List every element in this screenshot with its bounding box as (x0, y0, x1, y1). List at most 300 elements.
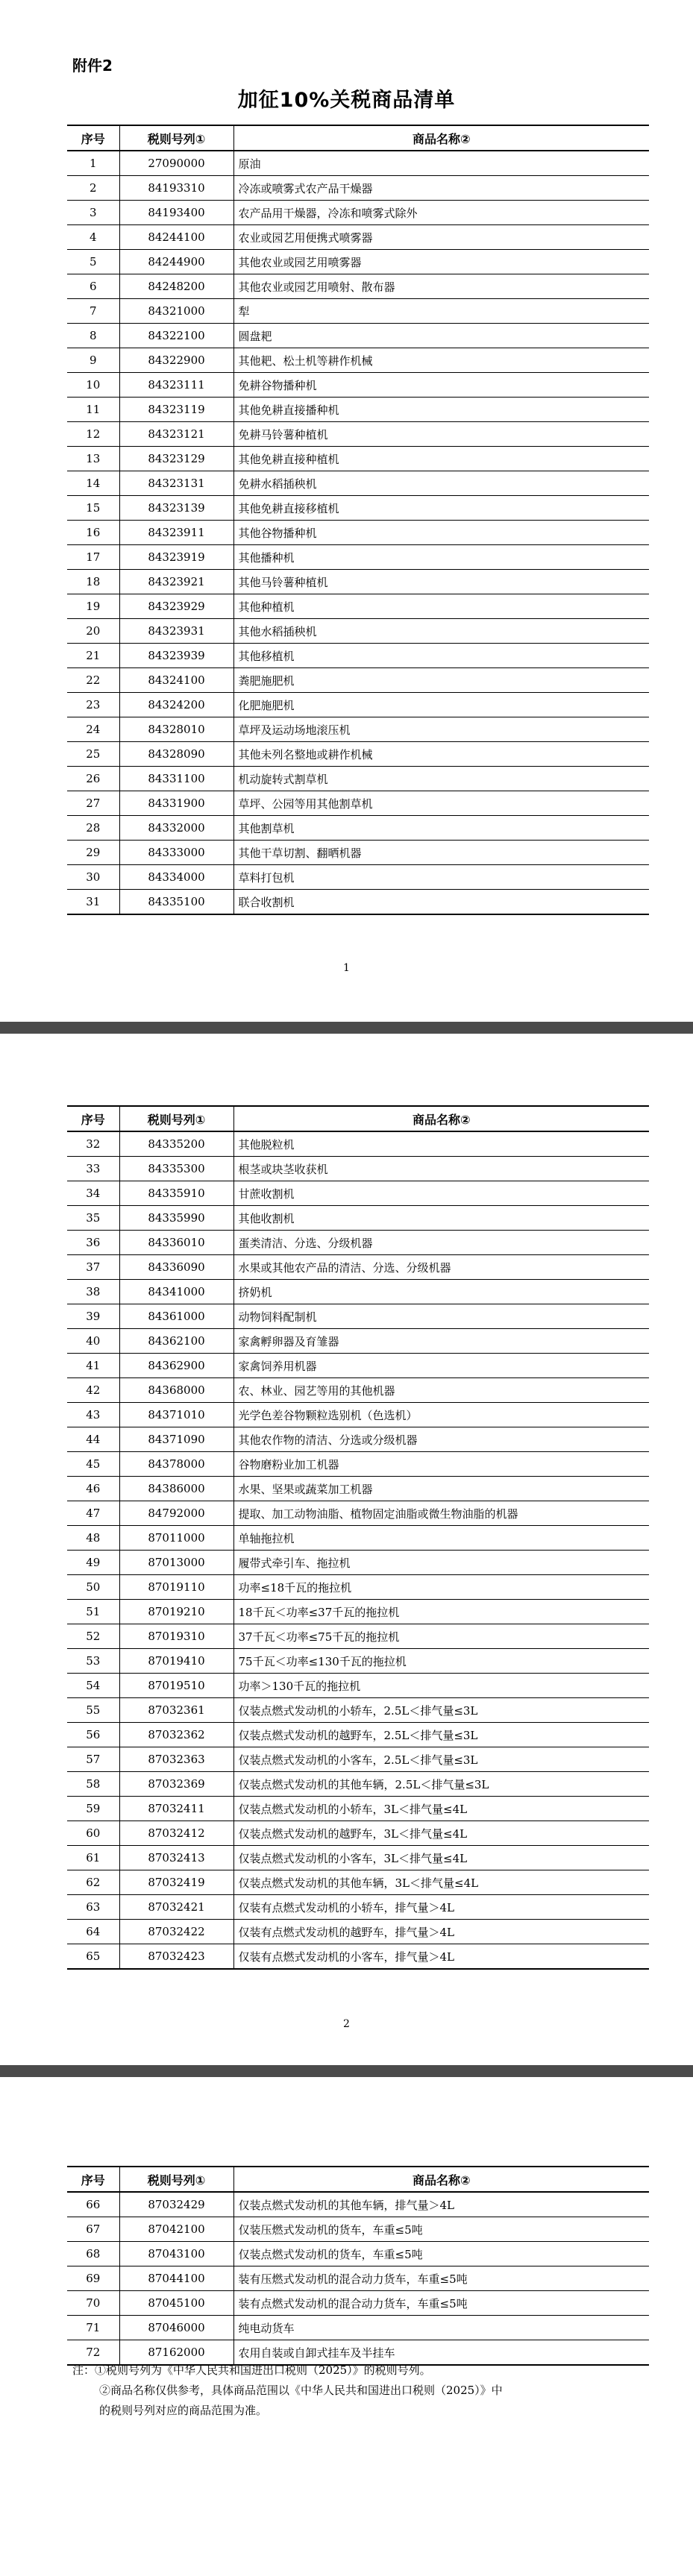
tariff-code-cell: 84334000 (119, 865, 233, 890)
tariff-code-cell: 87032413 (119, 1846, 233, 1870)
column-header-product-name: 商品名称② (233, 1106, 649, 1131)
product-name-cell: 水果、坚果或蔬菜加工机器 (233, 1477, 649, 1501)
table-row (67, 496, 649, 521)
serial-number-cell: 42 (67, 1378, 119, 1403)
table-row (67, 1206, 649, 1231)
table-row (67, 250, 649, 274)
tariff-code-cell: 84244100 (119, 225, 233, 250)
product-name-cell: 仅装点燃式发动机的越野车，2.5L＜排气量≤3L (233, 1723, 649, 1747)
product-name-cell: 原油 (233, 151, 649, 176)
product-name-cell: 仅装点燃式发动机的越野车，3L＜排气量≤4L (233, 1821, 649, 1846)
product-name-cell: 仅装有点燃式发动机的小客车，排气量＞4L (233, 1944, 649, 1970)
serial-number-cell: 13 (67, 447, 119, 471)
table-row (67, 1131, 649, 1157)
tariff-code-cell: 84321000 (119, 299, 233, 324)
footnote-line: 注：①税则号列为《中华人民共和国进出口税则（2025）》的税则号列。 (72, 2363, 431, 2377)
serial-number-cell: 72 (67, 2340, 119, 2366)
table-row (67, 570, 649, 594)
table-row (67, 373, 649, 398)
serial-number-cell: 2 (67, 176, 119, 201)
serial-number-cell: 6 (67, 274, 119, 299)
tariff-code-cell: 87162000 (119, 2340, 233, 2366)
serial-number-cell: 3 (67, 201, 119, 225)
table-row (67, 1649, 649, 1674)
serial-number-cell: 50 (67, 1575, 119, 1600)
serial-number-cell: 71 (67, 2316, 119, 2340)
table-row (67, 2242, 649, 2266)
table-row (67, 1526, 649, 1551)
serial-number-cell: 25 (67, 742, 119, 767)
table-row (67, 1747, 649, 1772)
serial-number-cell: 4 (67, 225, 119, 250)
product-name-cell: 农、林业、园艺等用的其他机器 (233, 1378, 649, 1403)
tariff-code-cell: 84362100 (119, 1329, 233, 1354)
serial-number-cell: 55 (67, 1698, 119, 1723)
tariff-code-cell: 84323921 (119, 570, 233, 594)
serial-number-cell: 30 (67, 865, 119, 890)
product-name-cell: 粪肥施肥机 (233, 668, 649, 693)
tariff-code-cell: 84324200 (119, 693, 233, 717)
product-name-cell: 其他马铃薯种植机 (233, 570, 649, 594)
tariff-code-cell: 84323139 (119, 496, 233, 521)
tariff-code-cell: 84333000 (119, 841, 233, 865)
tariff-code-cell: 87011000 (119, 1526, 233, 1551)
serial-number-cell: 9 (67, 348, 119, 373)
serial-number-cell: 52 (67, 1624, 119, 1649)
tariff-code-cell: 84335910 (119, 1181, 233, 1206)
tariff-code-cell: 84193310 (119, 176, 233, 201)
column-header-tariff-code: 税则号列① (119, 125, 233, 151)
product-name-cell: 仅装点燃式发动机的小客车，2.5L＜排气量≤3L (233, 1747, 649, 1772)
product-name-cell: 装有点燃式发动机的混合动力货车，车重≤5吨 (233, 2291, 649, 2316)
serial-number-cell: 67 (67, 2217, 119, 2242)
table-row (67, 1674, 649, 1698)
table-row (67, 1354, 649, 1378)
column-header-tariff-code: 税则号列① (119, 1106, 233, 1131)
table-row (67, 151, 649, 176)
document-title: 加征10%关税商品清单 (237, 89, 456, 112)
serial-number-cell: 39 (67, 1304, 119, 1329)
tariff-table-page-1 (67, 125, 649, 915)
tariff-code-cell: 84362900 (119, 1354, 233, 1378)
product-name-cell: 其他农业或园艺用喷雾器 (233, 250, 649, 274)
product-name-cell: 提取、加工动物油脂、植物固定油脂或微生物油脂的机器 (233, 1501, 649, 1526)
product-name-cell: 装有压燃式发动机的混合动力货车，车重≤5吨 (233, 2266, 649, 2291)
column-header-serial: 序号 (67, 1106, 119, 1131)
tariff-code-cell: 87042100 (119, 2217, 233, 2242)
footnotes (72, 2360, 654, 2421)
serial-number-cell: 53 (67, 1649, 119, 1674)
table-row (67, 1304, 649, 1329)
table-row (67, 742, 649, 767)
table-row (67, 1501, 649, 1526)
product-name-cell: 草坪、公园等用其他割草机 (233, 791, 649, 816)
serial-number-cell: 23 (67, 693, 119, 717)
product-name-cell: 仅装压燃式发动机的货车，车重≤5吨 (233, 2217, 649, 2242)
tariff-code-cell: 84323129 (119, 447, 233, 471)
product-name-cell: 其他未列名整地或耕作机械 (233, 742, 649, 767)
serial-number-cell: 38 (67, 1280, 119, 1304)
tariff-code-cell: 84336010 (119, 1231, 233, 1255)
table-row (67, 225, 649, 250)
page-number: 2 (343, 2018, 350, 2030)
tariff-code-cell: 84323939 (119, 644, 233, 668)
tariff-code-cell: 84323131 (119, 471, 233, 496)
serial-number-cell: 5 (67, 250, 119, 274)
table-row (67, 1698, 649, 1723)
product-name-cell: 家禽饲养用机器 (233, 1354, 649, 1378)
product-name-cell: 功率＞130千瓦的拖拉机 (233, 1674, 649, 1698)
table-row (67, 1723, 649, 1747)
serial-number-cell: 10 (67, 373, 119, 398)
product-name-cell: 化肥施肥机 (233, 693, 649, 717)
table-row (67, 1329, 649, 1354)
table-row (67, 1403, 649, 1427)
tariff-code-cell: 84323121 (119, 422, 233, 447)
tariff-code-cell: 87032422 (119, 1920, 233, 1944)
product-name-cell: 37千瓦＜功率≤75千瓦的拖拉机 (233, 1624, 649, 1649)
tariff-code-cell: 87019510 (119, 1674, 233, 1698)
table-row (67, 1870, 649, 1895)
table-row (67, 1895, 649, 1920)
serial-number-cell: 19 (67, 594, 119, 619)
table-row (67, 841, 649, 865)
tariff-code-cell: 84335300 (119, 1157, 233, 1181)
serial-number-cell: 54 (67, 1674, 119, 1698)
serial-number-cell: 15 (67, 496, 119, 521)
table-row (67, 1181, 649, 1206)
table-row (67, 693, 649, 717)
serial-number-cell: 8 (67, 324, 119, 348)
column-header-product-name: 商品名称② (233, 2167, 649, 2192)
table-row (67, 1821, 649, 1846)
tariff-code-cell: 84322100 (119, 324, 233, 348)
table-row (67, 1378, 649, 1403)
serial-number-cell: 37 (67, 1255, 119, 1280)
tariff-code-cell: 84341000 (119, 1280, 233, 1304)
product-name-cell: 挤奶机 (233, 1280, 649, 1304)
serial-number-cell: 29 (67, 841, 119, 865)
table-row (67, 816, 649, 841)
product-name-cell: 18千瓦＜功率≤37千瓦的拖拉机 (233, 1600, 649, 1624)
product-name-cell: 犁 (233, 299, 649, 324)
product-name-cell: 其他农作物的清洁、分选或分级机器 (233, 1427, 649, 1452)
table-row (67, 717, 649, 742)
table-row (67, 447, 649, 471)
product-name-cell: 仅装有点燃式发动机的越野车，排气量＞4L (233, 1920, 649, 1944)
product-name-cell: 根茎或块茎收获机 (233, 1157, 649, 1181)
tariff-code-cell: 84335100 (119, 890, 233, 915)
serial-number-cell: 28 (67, 816, 119, 841)
tariff-code-cell: 87019410 (119, 1649, 233, 1674)
table-row (67, 594, 649, 619)
product-name-cell: 动物饲料配制机 (233, 1304, 649, 1329)
product-name-cell: 免耕谷物播种机 (233, 373, 649, 398)
document-page-3 (0, 2077, 693, 2576)
product-name-cell: 农产品用干燥器，冷冻和喷雾式除外 (233, 201, 649, 225)
serial-number-cell: 45 (67, 1452, 119, 1477)
table-header-row (67, 2167, 649, 2192)
product-name-cell: 其他割草机 (233, 816, 649, 841)
table-row (67, 348, 649, 373)
product-name-cell: 其他脱粒机 (233, 1131, 649, 1157)
table-row (67, 1797, 649, 1821)
serial-number-cell: 68 (67, 2242, 119, 2266)
tariff-code-cell: 84322900 (119, 348, 233, 373)
serial-number-cell: 44 (67, 1427, 119, 1452)
product-name-cell: 免耕水稻插秧机 (233, 471, 649, 496)
table-row (67, 619, 649, 644)
table-row (67, 471, 649, 496)
tariff-code-cell: 84328010 (119, 717, 233, 742)
serial-number-cell: 65 (67, 1944, 119, 1970)
tariff-code-cell: 87032421 (119, 1895, 233, 1920)
tariff-code-cell: 87019210 (119, 1600, 233, 1624)
tariff-code-cell: 84378000 (119, 1452, 233, 1477)
serial-number-cell: 14 (67, 471, 119, 496)
tariff-code-cell: 84324100 (119, 668, 233, 693)
tariff-code-cell: 84368000 (119, 1378, 233, 1403)
product-name-cell: 联合收割机 (233, 890, 649, 915)
table-row (67, 1551, 649, 1575)
table-row (67, 1427, 649, 1452)
serial-number-cell: 51 (67, 1600, 119, 1624)
product-name-cell: 仅装点燃式发动机的小客车，3L＜排气量≤4L (233, 1846, 649, 1870)
serial-number-cell: 31 (67, 890, 119, 915)
table-header-row (67, 1106, 649, 1131)
tariff-code-cell: 84792000 (119, 1501, 233, 1526)
table-row (67, 274, 649, 299)
tariff-code-cell: 84331100 (119, 767, 233, 791)
serial-number-cell: 18 (67, 570, 119, 594)
table-header-row (67, 125, 649, 151)
product-name-cell: 甘蔗收割机 (233, 1181, 649, 1206)
table-row (67, 644, 649, 668)
tariff-code-cell: 87032412 (119, 1821, 233, 1846)
serial-number-cell: 26 (67, 767, 119, 791)
tariff-code-cell: 87032369 (119, 1772, 233, 1797)
table-row (67, 1255, 649, 1280)
product-name-cell: 光学色差谷物颗粒选别机（色选机） (233, 1403, 649, 1427)
serial-number-cell: 57 (67, 1747, 119, 1772)
serial-number-cell: 11 (67, 398, 119, 422)
table-row (67, 176, 649, 201)
table-row (67, 2217, 649, 2242)
tariff-code-cell: 87043100 (119, 2242, 233, 2266)
serial-number-cell: 60 (67, 1821, 119, 1846)
tariff-code-cell: 84361000 (119, 1304, 233, 1329)
serial-number-cell: 69 (67, 2266, 119, 2291)
column-header-product-name: 商品名称② (233, 125, 649, 151)
tariff-code-cell: 27090000 (119, 151, 233, 176)
product-name-cell: 其他收割机 (233, 1206, 649, 1231)
tariff-code-cell: 84248200 (119, 274, 233, 299)
table-row (67, 865, 649, 890)
serial-number-cell: 70 (67, 2291, 119, 2316)
serial-number-cell: 61 (67, 1846, 119, 1870)
serial-number-cell: 43 (67, 1403, 119, 1427)
product-name-cell: 仅装点燃式发动机的其他车辆，2.5L＜排气量≤3L (233, 1772, 649, 1797)
table-row (67, 521, 649, 545)
product-name-cell: 草料打包机 (233, 865, 649, 890)
tariff-code-cell: 87032423 (119, 1944, 233, 1970)
product-name-cell: 草坪及运动场地滚压机 (233, 717, 649, 742)
product-name-cell: 其他农业或园艺用喷射、散布器 (233, 274, 649, 299)
serial-number-cell: 48 (67, 1526, 119, 1551)
product-name-cell: 家禽孵卵器及育雏器 (233, 1329, 649, 1354)
serial-number-cell: 62 (67, 1870, 119, 1895)
tariff-table-page-3 (67, 2166, 649, 2366)
page-number: 1 (343, 962, 350, 974)
product-name-cell: 其他干草切割、翻晒机器 (233, 841, 649, 865)
table-row (67, 767, 649, 791)
table-row (67, 1575, 649, 1600)
tariff-code-cell: 87019110 (119, 1575, 233, 1600)
product-name-cell: 其他水稻插秧机 (233, 619, 649, 644)
product-name-cell: 仅装点燃式发动机的其他车辆，3L＜排气量≤4L (233, 1870, 649, 1895)
product-name-cell: 其他谷物播种机 (233, 521, 649, 545)
table-row (67, 668, 649, 693)
serial-number-cell: 12 (67, 422, 119, 447)
product-name-cell: 蛋类清洁、分选、分级机器 (233, 1231, 649, 1255)
table-row (67, 1846, 649, 1870)
table-row (67, 2192, 649, 2217)
document-page-2 (0, 1034, 693, 2065)
product-name-cell: 冷冻或喷雾式农产品干燥器 (233, 176, 649, 201)
tariff-code-cell: 84323931 (119, 619, 233, 644)
product-name-cell: 履带式牵引车、拖拉机 (233, 1551, 649, 1575)
serial-number-cell: 64 (67, 1920, 119, 1944)
product-name-cell: 免耕马铃薯种植机 (233, 422, 649, 447)
table-row (67, 791, 649, 816)
serial-number-cell: 16 (67, 521, 119, 545)
tariff-code-cell: 84193400 (119, 201, 233, 225)
tariff-code-cell: 84323111 (119, 373, 233, 398)
serial-number-cell: 58 (67, 1772, 119, 1797)
tariff-code-cell: 87044100 (119, 2266, 233, 2291)
product-name-cell: 其他移植机 (233, 644, 649, 668)
serial-number-cell: 49 (67, 1551, 119, 1575)
product-name-cell: 纯电动货车 (233, 2316, 649, 2340)
tariff-code-cell: 84244900 (119, 250, 233, 274)
serial-number-cell: 21 (67, 644, 119, 668)
table-row (67, 1157, 649, 1181)
serial-number-cell: 33 (67, 1157, 119, 1181)
tariff-code-cell: 84386000 (119, 1477, 233, 1501)
column-header-serial: 序号 (67, 2167, 119, 2192)
product-name-cell: 水果或其他农产品的清洁、分选、分级机器 (233, 1255, 649, 1280)
product-name-cell: 谷物磨粉业加工机器 (233, 1452, 649, 1477)
tariff-code-cell: 87013000 (119, 1551, 233, 1575)
serial-number-cell: 41 (67, 1354, 119, 1378)
table-row (67, 1477, 649, 1501)
serial-number-cell: 22 (67, 668, 119, 693)
serial-number-cell: 27 (67, 791, 119, 816)
tariff-code-cell: 84371010 (119, 1403, 233, 1427)
tariff-code-cell: 87032363 (119, 1747, 233, 1772)
footnote-line: ②商品名称仅供参考，具体商品范围以《中华人民共和国进出口税则（2025）》中 (99, 2384, 503, 2397)
tariff-code-cell: 84336090 (119, 1255, 233, 1280)
product-name-cell: 仅装有点燃式发动机的小轿车，排气量＞4L (233, 1895, 649, 1920)
tariff-code-cell: 87032419 (119, 1870, 233, 1895)
tariff-code-cell: 84323119 (119, 398, 233, 422)
table-row (67, 1280, 649, 1304)
tariff-code-cell: 84335200 (119, 1131, 233, 1157)
serial-number-cell: 47 (67, 1501, 119, 1526)
serial-number-cell: 24 (67, 717, 119, 742)
serial-number-cell: 40 (67, 1329, 119, 1354)
table-row (67, 1944, 649, 1970)
product-name-cell: 仅装点燃式发动机的小轿车，2.5L＜排气量≤3L (233, 1698, 649, 1723)
table-row (67, 1772, 649, 1797)
table-row (67, 1231, 649, 1255)
product-name-cell: 机动旋转式割草机 (233, 767, 649, 791)
tariff-code-cell: 87046000 (119, 2316, 233, 2340)
tariff-code-cell: 87045100 (119, 2291, 233, 2316)
tariff-code-cell: 84331900 (119, 791, 233, 816)
table-row (67, 2266, 649, 2291)
footnote-line: 的税则号列对应的商品范围为准。 (99, 2404, 268, 2417)
serial-number-cell: 34 (67, 1181, 119, 1206)
table-row (67, 422, 649, 447)
tariff-code-cell: 84332000 (119, 816, 233, 841)
tariff-code-cell: 84323911 (119, 521, 233, 545)
table-row (67, 1600, 649, 1624)
serial-number-cell: 36 (67, 1231, 119, 1255)
serial-number-cell: 32 (67, 1131, 119, 1157)
table-row (67, 324, 649, 348)
serial-number-cell: 20 (67, 619, 119, 644)
table-row (67, 398, 649, 422)
table-row (67, 299, 649, 324)
tariff-code-cell: 84371090 (119, 1427, 233, 1452)
tariff-code-cell: 84335990 (119, 1206, 233, 1231)
product-name-cell: 仅装点燃式发动机的小轿车，3L＜排气量≤4L (233, 1797, 649, 1821)
product-name-cell: 农用自装或自卸式挂车及半挂车 (233, 2340, 649, 2366)
table-row (67, 2316, 649, 2340)
tariff-code-cell: 87019310 (119, 1624, 233, 1649)
table-row (67, 201, 649, 225)
attachment-label: 附件2 (72, 57, 113, 75)
table-row (67, 545, 649, 570)
serial-number-cell: 56 (67, 1723, 119, 1747)
product-name-cell: 仅装点燃式发动机的其他车辆，排气量＞4L (233, 2192, 649, 2217)
product-name-cell: 其他免耕直接播种机 (233, 398, 649, 422)
table-row (67, 1452, 649, 1477)
column-header-tariff-code: 税则号列① (119, 2167, 233, 2192)
serial-number-cell: 7 (67, 299, 119, 324)
serial-number-cell: 63 (67, 1895, 119, 1920)
product-name-cell: 农业或园艺用便携式喷雾器 (233, 225, 649, 250)
tariff-code-cell: 87032411 (119, 1797, 233, 1821)
serial-number-cell: 1 (67, 151, 119, 176)
serial-number-cell: 17 (67, 545, 119, 570)
tariff-code-cell: 87032361 (119, 1698, 233, 1723)
serial-number-cell: 66 (67, 2192, 119, 2217)
serial-number-cell: 46 (67, 1477, 119, 1501)
product-name-cell: 其他耙、松土机等耕作机械 (233, 348, 649, 373)
product-name-cell: 圆盘耙 (233, 324, 649, 348)
document-page-1 (0, 0, 693, 1022)
table-row (67, 890, 649, 915)
product-name-cell: 功率≤18千瓦的拖拉机 (233, 1575, 649, 1600)
tariff-code-cell: 84328090 (119, 742, 233, 767)
tariff-table-page-2 (67, 1105, 649, 1970)
tariff-code-cell: 87032362 (119, 1723, 233, 1747)
table-row (67, 1624, 649, 1649)
product-name-cell: 75千瓦＜功率≤130千瓦的拖拉机 (233, 1649, 649, 1674)
product-name-cell: 其他免耕直接种植机 (233, 447, 649, 471)
